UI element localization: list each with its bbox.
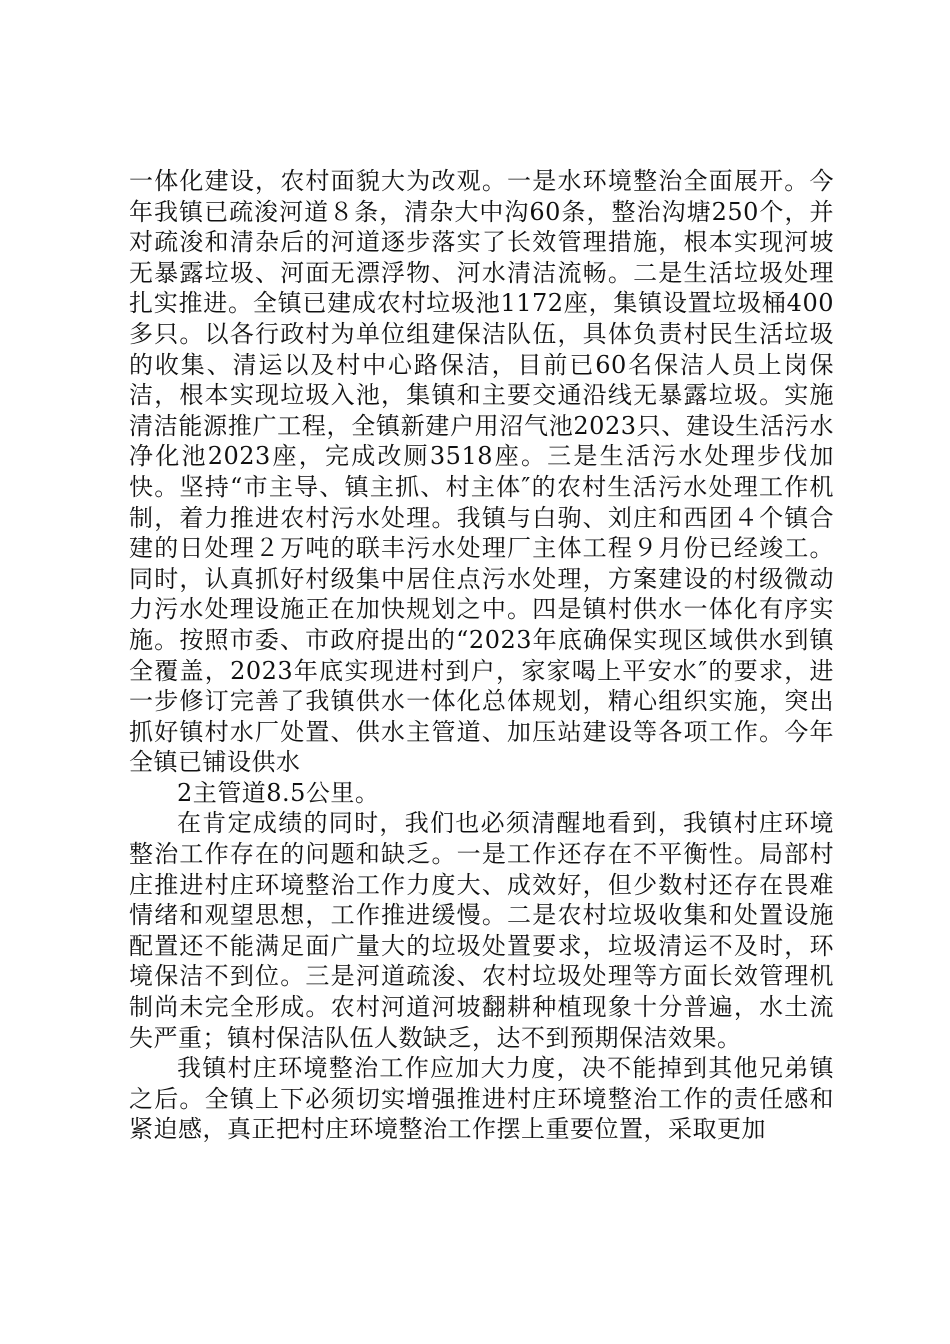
paragraph-water-garbage-sewage: 一体化建设，农村面貌大为改观。一是水环境整治全面展开。今年我镇已疏浚河道８条，清杂大中沟60条，整治沟塘250个，并对疏浚和清杂后的河道逐步落实了长效管理措施，根本实现河坡无暴露垃圾、河面无漂浮物、河水清洁流畅。二是生活垃圾处理扎实推进。全镇已建成农村垃圾池1172座，集镇设置垃圾桶400多只。以各行政村为单位组建保洁队伍，具体负责村民生活垃圾的收集、清运以及村中心路保洁，目前已60名保洁人员上岗保洁，根本实现垃圾入池，集镇和主要交通沿线无暴露垃圾。实施清洁能源推广工程，全镇新建户用沼气池2023只、建设生活污水净化池2023座，完成改厕3518座。三是生活污水处理步伐加快。坚持“市主导、镇主抓、村主体″的农村生活污水处理工作机制，着力推进农村污水处理。我镇与白驹、刘庄和西团４个镇合建的日处理２万吨的联丰污水处理厂主体工程９月份已经竣工。同时，认真抓好村级集中居住点污水处理，方案建设的村级微动力污水处理设施正在加快规划之中。四是镇村供水一体化有序实施。按照市委、市政府提出的“2023年底确保实现区域供水到镇全覆盖，2023年底实现进村到户，家家喝上平安水″的要求，进一步修订完善了我镇供水一体化总体规划，精心组织实施，突出抓好镇村水厂处置、供水主管道、加压站建设等各项工作。今年全镇已铺设供水 [129, 167, 834, 777]
paragraph-main-pipeline: 2主管道8.5公里。 [177, 778, 380, 807]
paragraph-problems: 在肯定成绩的同时，我们也必须清醒地看到，我镇村庄环境整治工作存在的问题和缺乏。一是工作还存在不平衡性。局部村庄推进村庄环境整治工作力度大、成效好，但少数村还存在畏难情绪和观望思想，工作推进缓慢。二是农村垃圾收集和处置设施配置还不能满足面广量大的垃圾处置要求，垃圾清运不及时，环境保洁不到位。三是河道疏浚、农村垃圾处理等方面长效管理机制尚未完全形成。农村河道河坡翻耕种植现象十分普遍，水土流失严重；镇村保洁队伍人数缺乏，达不到预期保洁效果。 [129, 809, 834, 1052]
document-body [129, 166, 834, 1145]
paragraph-intensify-efforts: 我镇村庄环境整治工作应加大力度，决不能掉到其他兄弟镇之后。全镇上下必须切实增强推进村庄环境整治工作的责任感和紧迫感，真正把村庄环境整治工作摆上重要位置，采取更加 [129, 1054, 834, 1144]
